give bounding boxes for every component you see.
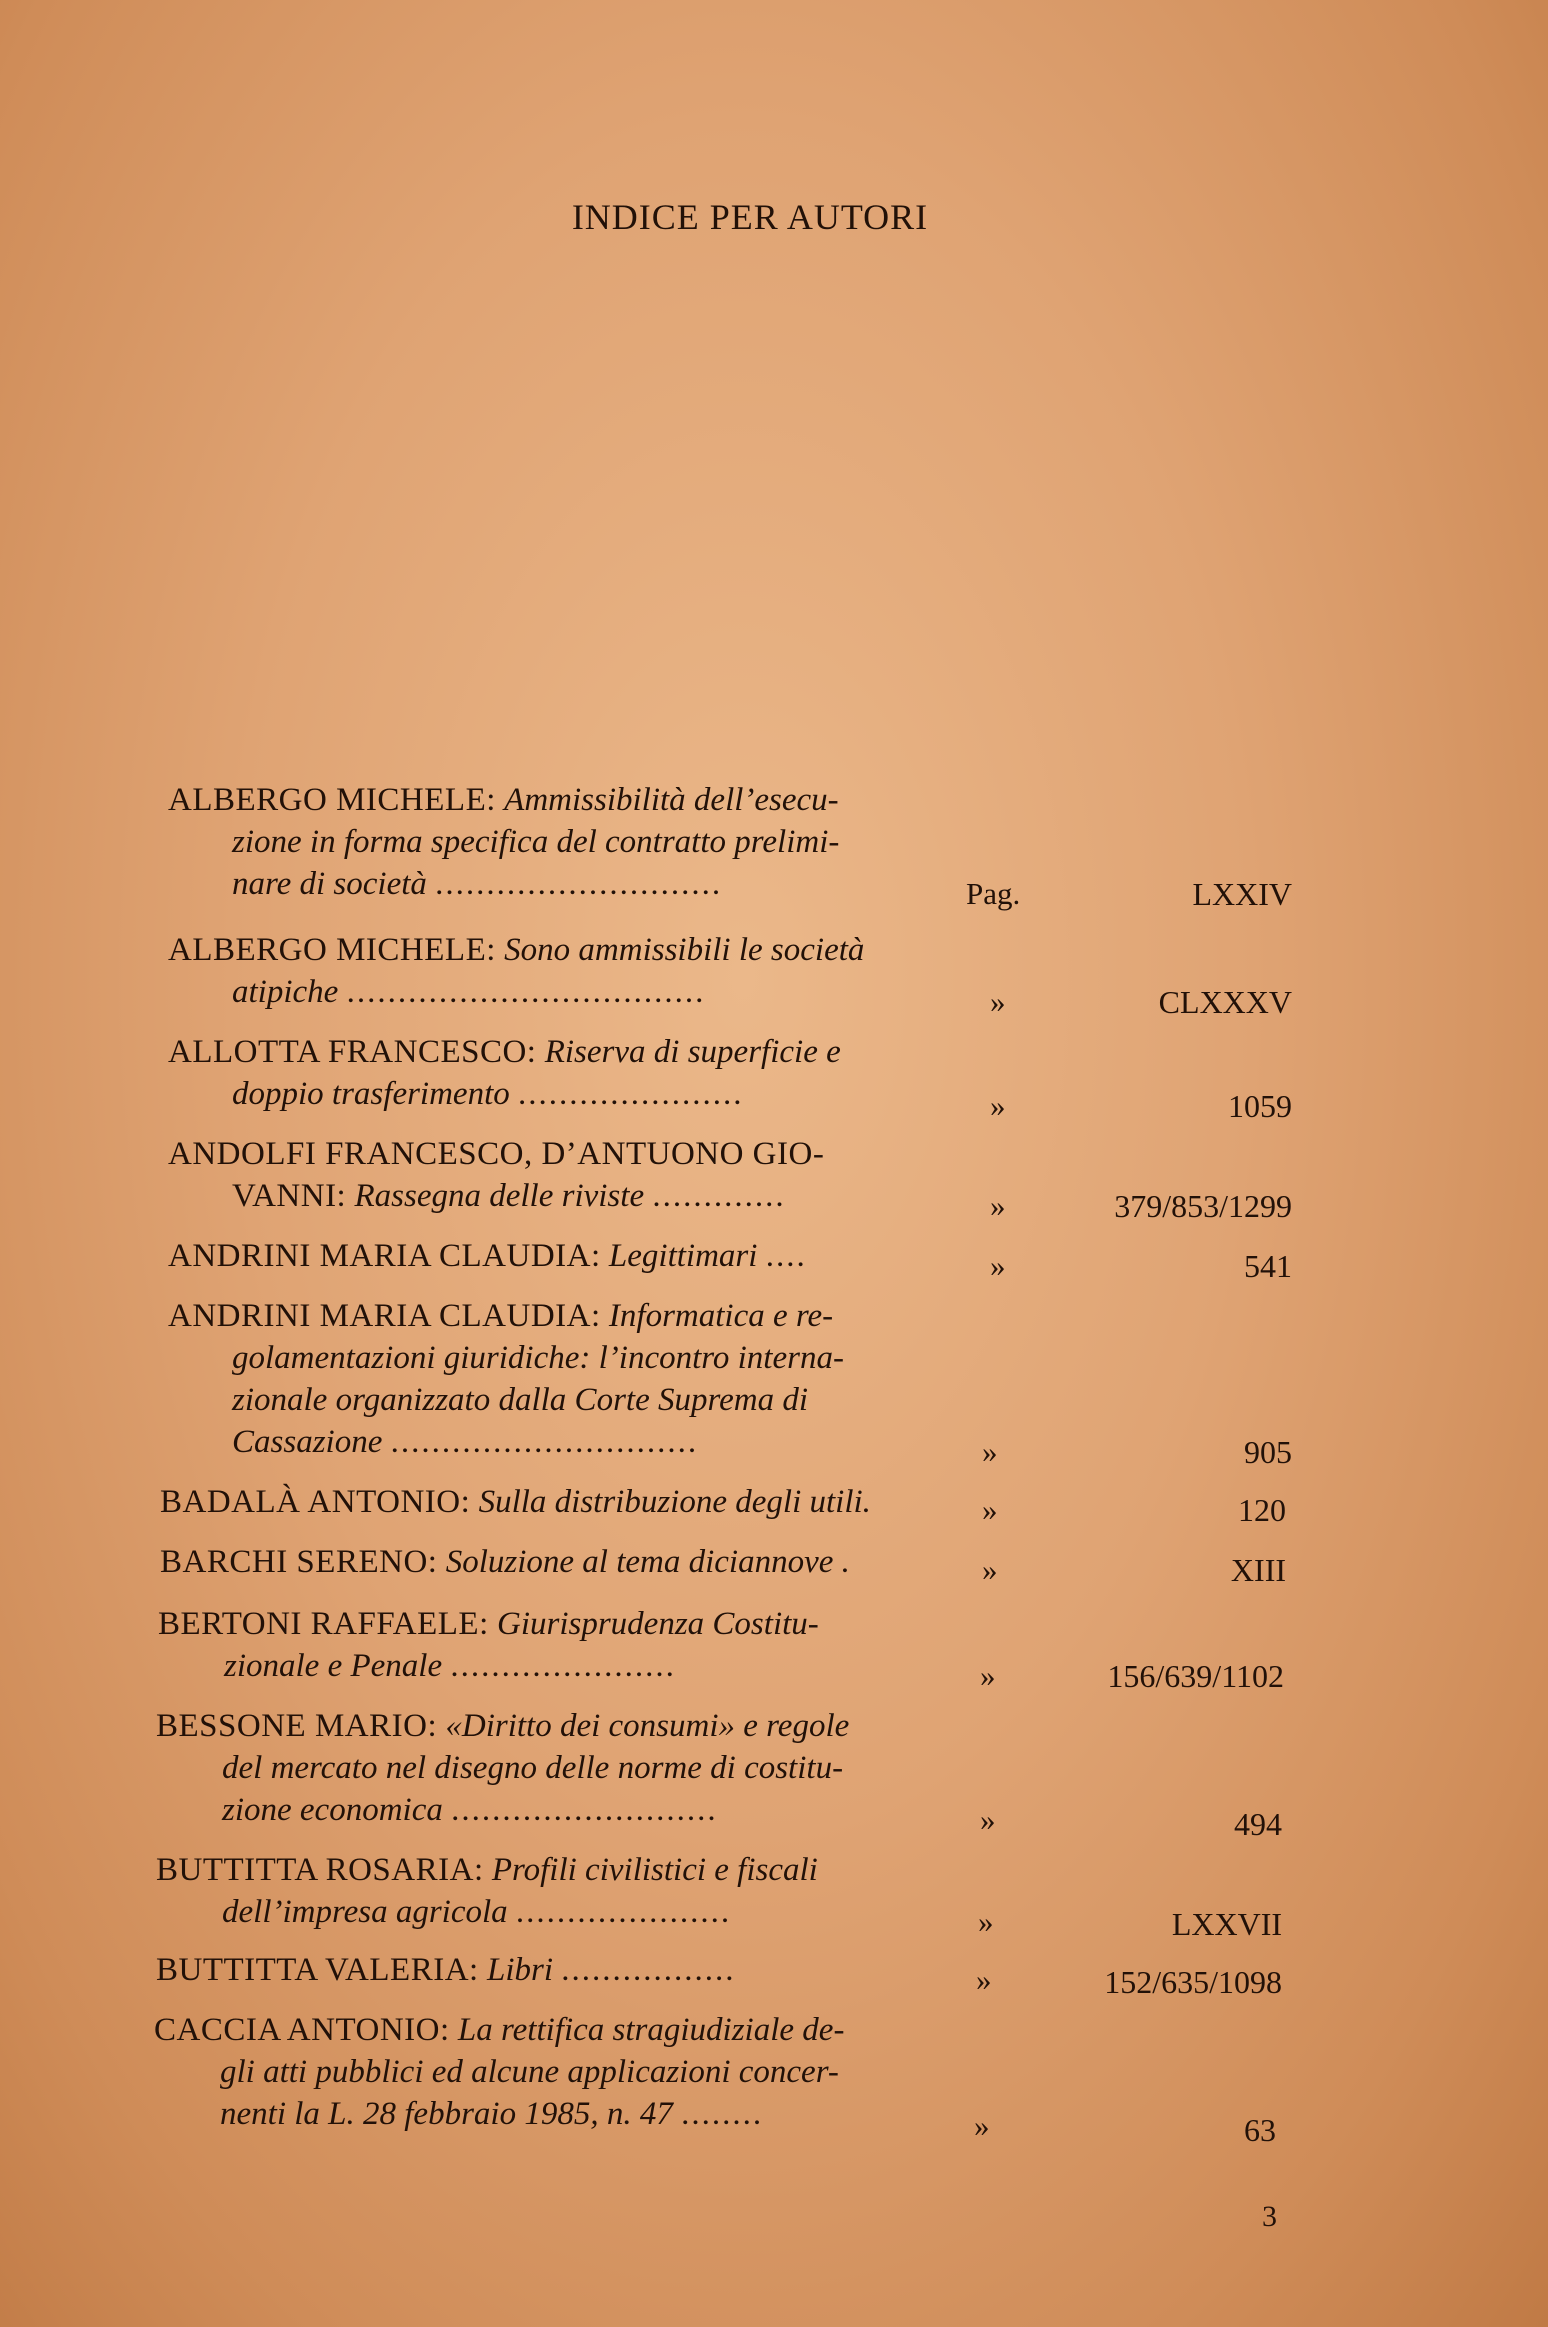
entry-pages: 1059 [1228,1088,1292,1124]
entry-title: Giurisprudenza Costitu- [496,1606,819,1642]
entry-title: zionale e Penale [224,1648,443,1684]
entry-author: BADALÀ ANTONIO: [160,1484,471,1520]
entry-author: ALLOTTA FRANCESCO: [168,1034,537,1070]
entry-title: Sulla distribuzione degli utili. [478,1484,871,1520]
leader-dots: .............................. [390,1424,699,1460]
entry-author: BARCHI SERENO: [160,1544,438,1580]
entry-ref: » [982,1434,998,1469]
entry-pages: 152/635/1098 [1104,1964,1282,2000]
entry-ref: » [978,1904,994,1939]
entry-ref: » [990,984,1006,1019]
entry-title: nenti la L. 28 febbraio 1985, n. 47 [220,2096,673,2132]
leader-dots: .......................... [451,1792,718,1828]
leader-dots: ..................... [515,1894,732,1930]
entry-title: del mercato nel disegno delle norme di costitu- [222,1750,844,1786]
entry-title: nare di società [232,866,427,902]
entry-title: Cassazione [232,1424,383,1460]
entry-title: La rettifica stragiudiziale de- [457,2012,845,2048]
entry-author: ALBERGO MICHELE: [168,932,496,968]
entry-title: dell’impresa agricola [222,1894,508,1930]
entry-author: ANDRINI MARIA CLAUDIA: [168,1238,601,1274]
entry-pages: 541 [1244,1248,1292,1284]
leader-dots: ...................... [450,1648,676,1684]
entry-author: VANNI: [232,1178,347,1214]
leader-dots: ............. [652,1178,786,1214]
entry-title: Sono ammissibili le società [504,932,865,968]
entry-ref: » [982,1552,998,1587]
leader-dots: .... [765,1238,807,1274]
entry-title: zione economica [222,1792,443,1828]
entry-title: Profili civilistici e fiscali [491,1852,818,1888]
entry-title: zionale organizzato dalla Corte Suprema di [232,1382,808,1418]
entry-ref: » [980,1802,996,1837]
entry-pages: 905 [1244,1434,1292,1470]
entry-author: ANDRINI MARIA CLAUDIA: [168,1298,601,1334]
entry-ref: Pag. [966,876,1021,911]
entry-ref: » [982,1492,998,1527]
entry-pages: LXXVII [1171,1906,1282,1942]
page-title: INDICE PER AUTORI [571,197,929,237]
entry-author: CACCIA ANTONIO: [154,2012,450,2048]
entry-pages: 156/639/1102 [1107,1658,1284,1694]
entry-author: BUTTITTA VALERIA: [156,1952,479,1988]
entry-pages: XIII [1230,1552,1286,1588]
entry-ref: » [976,1962,992,1997]
leader-dots: ................. [561,1952,736,1988]
entry-ref: » [980,1658,996,1693]
entry-pages: LXXIV [1192,876,1292,912]
entry-author: BESSONE MARIO: [156,1708,438,1744]
entry-author: BERTONI RAFFAELE: [158,1606,489,1642]
entry-title: gli atti pubblici ed alcune applicazioni concer- [220,2054,839,2090]
entry-title: atipiche [232,974,339,1010]
leader-dots: ........ [681,2096,764,2132]
entry-title: Legittimari [608,1238,758,1274]
entry-title: Ammissibilità dell’esecu- [504,782,839,818]
entry-title: golamentazioni giuridiche: l’incontro interna- [232,1340,844,1376]
entry-title: Informatica e re- [608,1298,834,1334]
leader-dots: ...................... [518,1076,744,1112]
entry-pages: CLXXXV [1158,984,1292,1020]
entry-title: Rassegna delle riviste [354,1178,645,1214]
entry-pages: 120 [1238,1492,1286,1528]
entry-title: «Diritto dei consumi» e regole [445,1708,850,1744]
entry-ref: » [990,1188,1006,1223]
entry-title: zione in forma specifica del contratto prelimi- [232,824,840,860]
entry-author: BUTTITTA ROSARIA: [156,1852,484,1888]
entry-pages: 63 [1244,2112,1276,2148]
entry-author: ALBERGO MICHELE: [168,782,496,818]
entry-title: Riserva di superficie e [544,1034,841,1070]
page-number: 3 [1262,2200,1277,2233]
entry-ref: » [974,2108,990,2143]
leader-dots: ............................ [435,866,723,902]
entry-author: ANDOLFI FRANCESCO, D’ANTUONO GIO- [168,1136,825,1172]
entry-title: Libri [486,1952,554,1988]
leader-dots: ................................... [346,974,706,1010]
entry-title: doppio trasferimento [232,1076,510,1112]
entry-pages: 494 [1234,1806,1282,1842]
entry-pages: 379/853/1299 [1114,1188,1292,1224]
entry-ref: » [990,1248,1006,1283]
entry-title: Soluzione al tema diciannove . [445,1544,850,1580]
entry-ref: » [990,1088,1006,1123]
